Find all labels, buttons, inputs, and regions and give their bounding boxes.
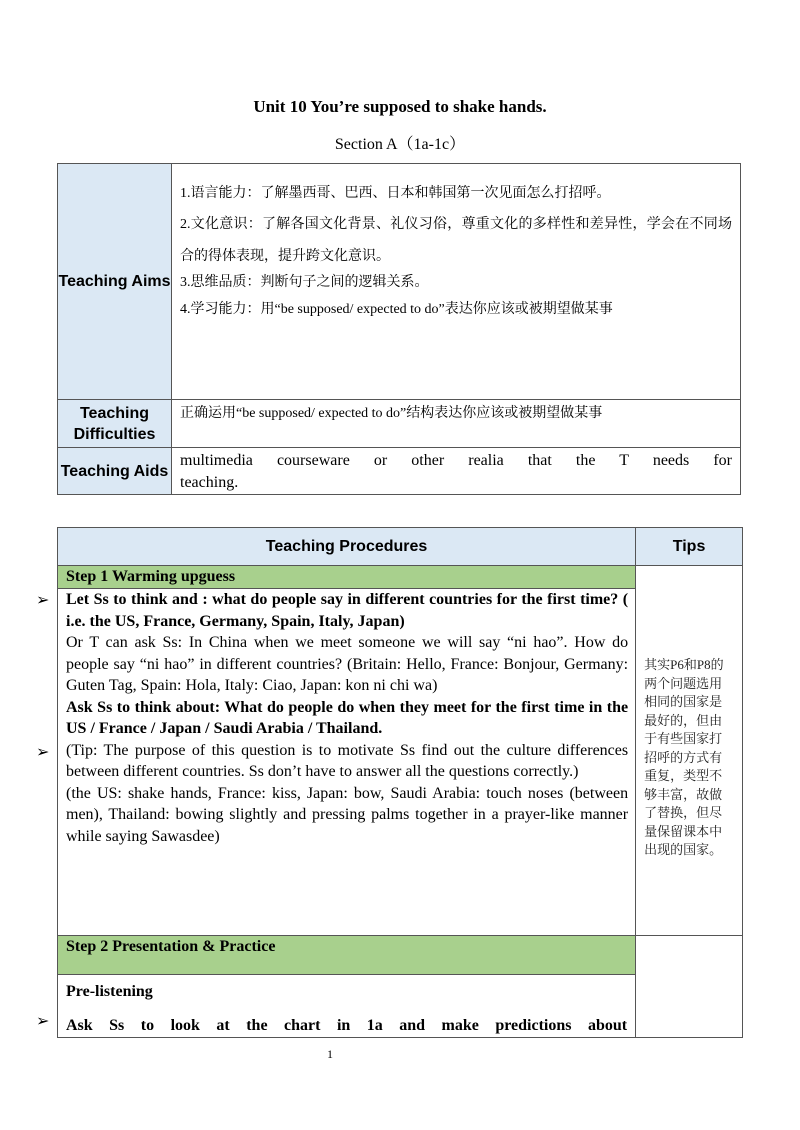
step1-paragraph: (Tip: The purpose of this question is to motivate Ss find out the culture differences between different countries. Ss don’t have to answer all the questions correctly.)	[66, 741, 629, 780]
aim-item: 2.文化意识：了解各国文化背景、礼仪习俗，尊重文化的多样性和差异性，学会在不同场合的得体表现，提升跨文化意识。	[180, 217, 732, 264]
step1-question: Let Ss to think and : what do people say in different countries for the first time? ( i.e. the US, France, Germany, Spain, Italy, Japan)	[66, 591, 629, 630]
step1-paragraph: Or T can ask Ss: In China when we meet someone we will say “ni hao”. How do people say “ni hao” in different countries? (Britain: Hello, France: Bonjour, Germany: Guten Tag, Spain: Hola, Italy: Ciao, Japan: kon ni chi wa)	[66, 634, 629, 694]
bullet-arrow-icon: ➢	[36, 742, 50, 761]
bullet-arrow-icon: ➢	[36, 590, 50, 609]
page-number: 1	[327, 1047, 333, 1061]
step1-content	[58, 589, 636, 936]
aids-label: Teaching Aids	[58, 448, 172, 495]
pre-listening-question: Ask Ss to look at the chart in 1a and make predictions about	[66, 1017, 628, 1034]
aim-item: 1.语言能力：了解墨西哥、巴西、日本和韩国第一次见面怎么打招呼。	[180, 186, 611, 201]
aids-content	[172, 448, 741, 495]
aids-line: teaching.	[180, 474, 239, 491]
aim-item: 3.思维品质：判断句子之间的逻辑关系。	[180, 275, 429, 290]
document-subtitle: Section A（1a-1c）	[334, 136, 466, 153]
document-title: Unit 10 You’re supposed to shake hands.	[253, 97, 547, 116]
teaching-overview-table	[57, 163, 741, 495]
aims-content	[172, 164, 741, 400]
step1-question: Ask Ss to think about: What do people do when they meet for the first time in the US / France / Japan / Saudi Arabia / Thailand.	[66, 698, 629, 737]
aim-item: 4.学习能力：用“be supposed/ expected to do”表达你应该或被期望做某事	[180, 302, 613, 317]
aims-label: Teaching Aims	[58, 164, 172, 400]
procedures-header: Teaching Procedures	[58, 528, 636, 566]
tips-header: Tips	[636, 528, 743, 566]
pre-listening-content	[58, 975, 636, 1038]
procedures-table	[57, 527, 743, 1038]
step1-paragraph: (the US: shake hands, France: kiss, Japan: bow, Saudi Arabia: touch noses (between men), Thailand: bowing slightly and pressing palms together in a prayer-like manner while saying Sawasdee)	[66, 784, 629, 845]
step1-heading: Step 1 Warming upguess	[58, 566, 636, 589]
step2-heading: Step 2 Presentation & Practice	[58, 936, 636, 975]
difficulties-label: Teaching Difficulties	[58, 400, 172, 448]
tips-content: 其实P6和P8的两个问题选用相同的国家是最好的，但由于有些国家打招呼的方式有重复，类型不够丰富，故做了替换，但尽量保留课本中出现的国家。	[636, 566, 743, 936]
pre-listening-heading: Pre-listening	[66, 983, 153, 1000]
difficulties-content: 正确运用“be supposed/ expected to do”结构表达你应该或被期望做某事	[172, 400, 741, 448]
aids-line: multimedia courseware or other realia that the T needs for	[180, 452, 732, 469]
tips-empty-cell	[636, 936, 743, 1038]
bullet-arrow-icon: ➢	[36, 1011, 50, 1030]
